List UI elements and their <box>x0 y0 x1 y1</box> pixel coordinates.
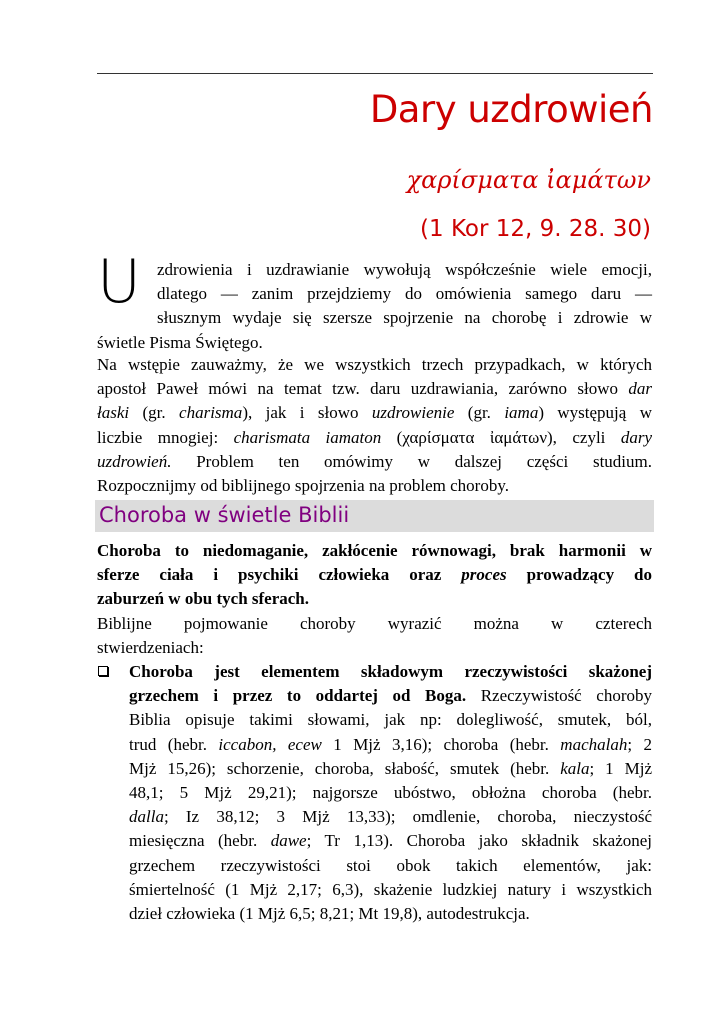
text-line <box>129 660 652 684</box>
italic-term: dary <box>620 427 652 447</box>
text-line <box>97 450 652 474</box>
text-run: (χαρίσματα ἰαμάτων), czyli <box>381 427 621 447</box>
text-run: ; Tr 1,13). Choroba jako składnik skażonej <box>306 831 653 851</box>
text-line <box>97 377 652 401</box>
bullet-marker <box>98 665 108 679</box>
text-line: dzieł człowieka (1 Mjż 6,5; 8,21; Mt 19,8), autodestrukcja. <box>129 904 530 924</box>
page-title: Dary uzdrowień <box>369 88 653 131</box>
intro-line: świetle Pisma Świętego. <box>97 332 263 352</box>
italic-term: uzdrowień. <box>97 451 172 471</box>
text-run: ), jak i słowo <box>242 403 372 423</box>
greek-subtitle: χαρίσματα ἰαμάτων <box>406 166 651 194</box>
text-run: apostoł Paweł mówi na temat tzw. daru uzdrawiania, zarówno słowo <box>97 379 629 399</box>
text-line: Biblia opisuje takimi słowami, jak np: dolegliwość, smutek, ból, <box>129 710 652 730</box>
italic-term: uzdrowienie <box>371 403 455 423</box>
text-run: ) występują w <box>538 403 652 423</box>
text-line <box>97 539 652 563</box>
bold-run: Choroba jest elementem składowym rzeczywistości skażonej <box>129 662 652 681</box>
text-run: Problem ten omówimy w dalszej części studium. <box>171 451 652 471</box>
section-title: Choroba w świetle Biblii <box>99 503 350 527</box>
intro-line: dlatego — zanim przejdziemy do omówienia samego daru — <box>157 284 652 304</box>
drop-cap: U <box>97 247 141 317</box>
text-line: stwierdzeniach: <box>97 638 204 658</box>
text-line: grzechem rzeczywistości stoi obok takich elementów, jak: <box>129 855 652 875</box>
italic-term: dalla <box>129 807 164 827</box>
italic-term: iccabon, ecew <box>218 734 322 754</box>
text-line <box>129 757 652 781</box>
text-run: ; 1 Mjż <box>589 758 652 778</box>
header-rule <box>97 73 653 74</box>
text-line: 48,1; 5 Mjż 29,21); najgorsze ubóstwo, obłożna choroba (hebr. <box>129 783 652 803</box>
checkbox-bullet-icon <box>98 666 108 676</box>
text-run: (gr. <box>129 403 180 423</box>
paragraph-two <box>97 353 652 498</box>
bullet-item-1 <box>129 660 652 926</box>
italic-term: iama <box>504 403 539 423</box>
bold-run: Choroba to niedomaganie, zakłócenie równowagi, brak harmonii w <box>97 541 652 560</box>
italic-term: dar <box>628 379 652 399</box>
text-run: (gr. <box>454 403 505 423</box>
text-line <box>97 426 652 450</box>
biblical-paragraph <box>97 612 652 660</box>
text-line: Rozpocznijmy od biblijnego spojrzenia na problem choroby. <box>97 476 509 496</box>
text-line <box>129 733 652 757</box>
italic-term: charisma <box>179 403 243 423</box>
text-run: 1 Mjż 3,16); choroba (hebr. <box>321 734 561 754</box>
text-line: Biblijne pojmowanie choroby wyrazić można w czterech <box>97 614 652 633</box>
text-run: ; Iz 38,12; 3 Mjż 13,33); omdlenie, choroba, nieczystość <box>163 807 652 827</box>
text-run: ; 2 <box>627 734 652 754</box>
definition-paragraph <box>97 539 652 612</box>
bold-italic-term: proces <box>461 565 507 585</box>
text-line <box>97 563 652 587</box>
italic-term: kala <box>560 758 590 778</box>
italic-term: łaski <box>97 403 130 423</box>
text-run: Rzeczywistość choroby <box>466 686 653 706</box>
scripture-reference: (1 Kor 12, 9. 28. 30) <box>420 216 651 242</box>
text-line <box>97 587 652 611</box>
text-run: miesięczna (hebr. <box>129 831 271 851</box>
text-line <box>129 684 652 708</box>
text-run: trud (hebr. <box>129 734 219 754</box>
text-line: śmiertelność (1 Mjż 2,17; 6,3), skażenie ludzkiej natury i wszystkich <box>129 879 652 899</box>
italic-term: charismata iamaton <box>233 427 382 447</box>
intro-line: słusznym wydaje się szersze spojrzenie na chorobę i zdrowie w <box>157 308 652 328</box>
bold-run: grzechem i przez to oddartej od Boga. <box>129 686 467 706</box>
text-run: Mjż 15,26); schorzenie, choroba, słabość, smutek (hebr. <box>129 758 561 778</box>
text-line <box>97 401 652 425</box>
intro-paragraph <box>97 258 652 355</box>
italic-term: machalah <box>560 734 628 754</box>
text-line <box>129 805 652 829</box>
italic-term: dawe <box>270 831 307 851</box>
intro-line: zdrowienia i uzdrawianie wywołują współcześnie wiele emocji, <box>157 260 652 279</box>
text-line <box>129 829 652 853</box>
bold-run: prowadzący do <box>506 565 652 585</box>
bold-run: zaburzeń w obu tych sferach. <box>97 589 310 609</box>
text-run: liczbie mnogiej: <box>97 427 234 447</box>
text-line: Na wstępie zauważmy, że we wszystkich trzech przypadkach, w których <box>97 355 652 374</box>
bold-run: sferze ciała i psychiki człowieka oraz <box>97 565 462 585</box>
